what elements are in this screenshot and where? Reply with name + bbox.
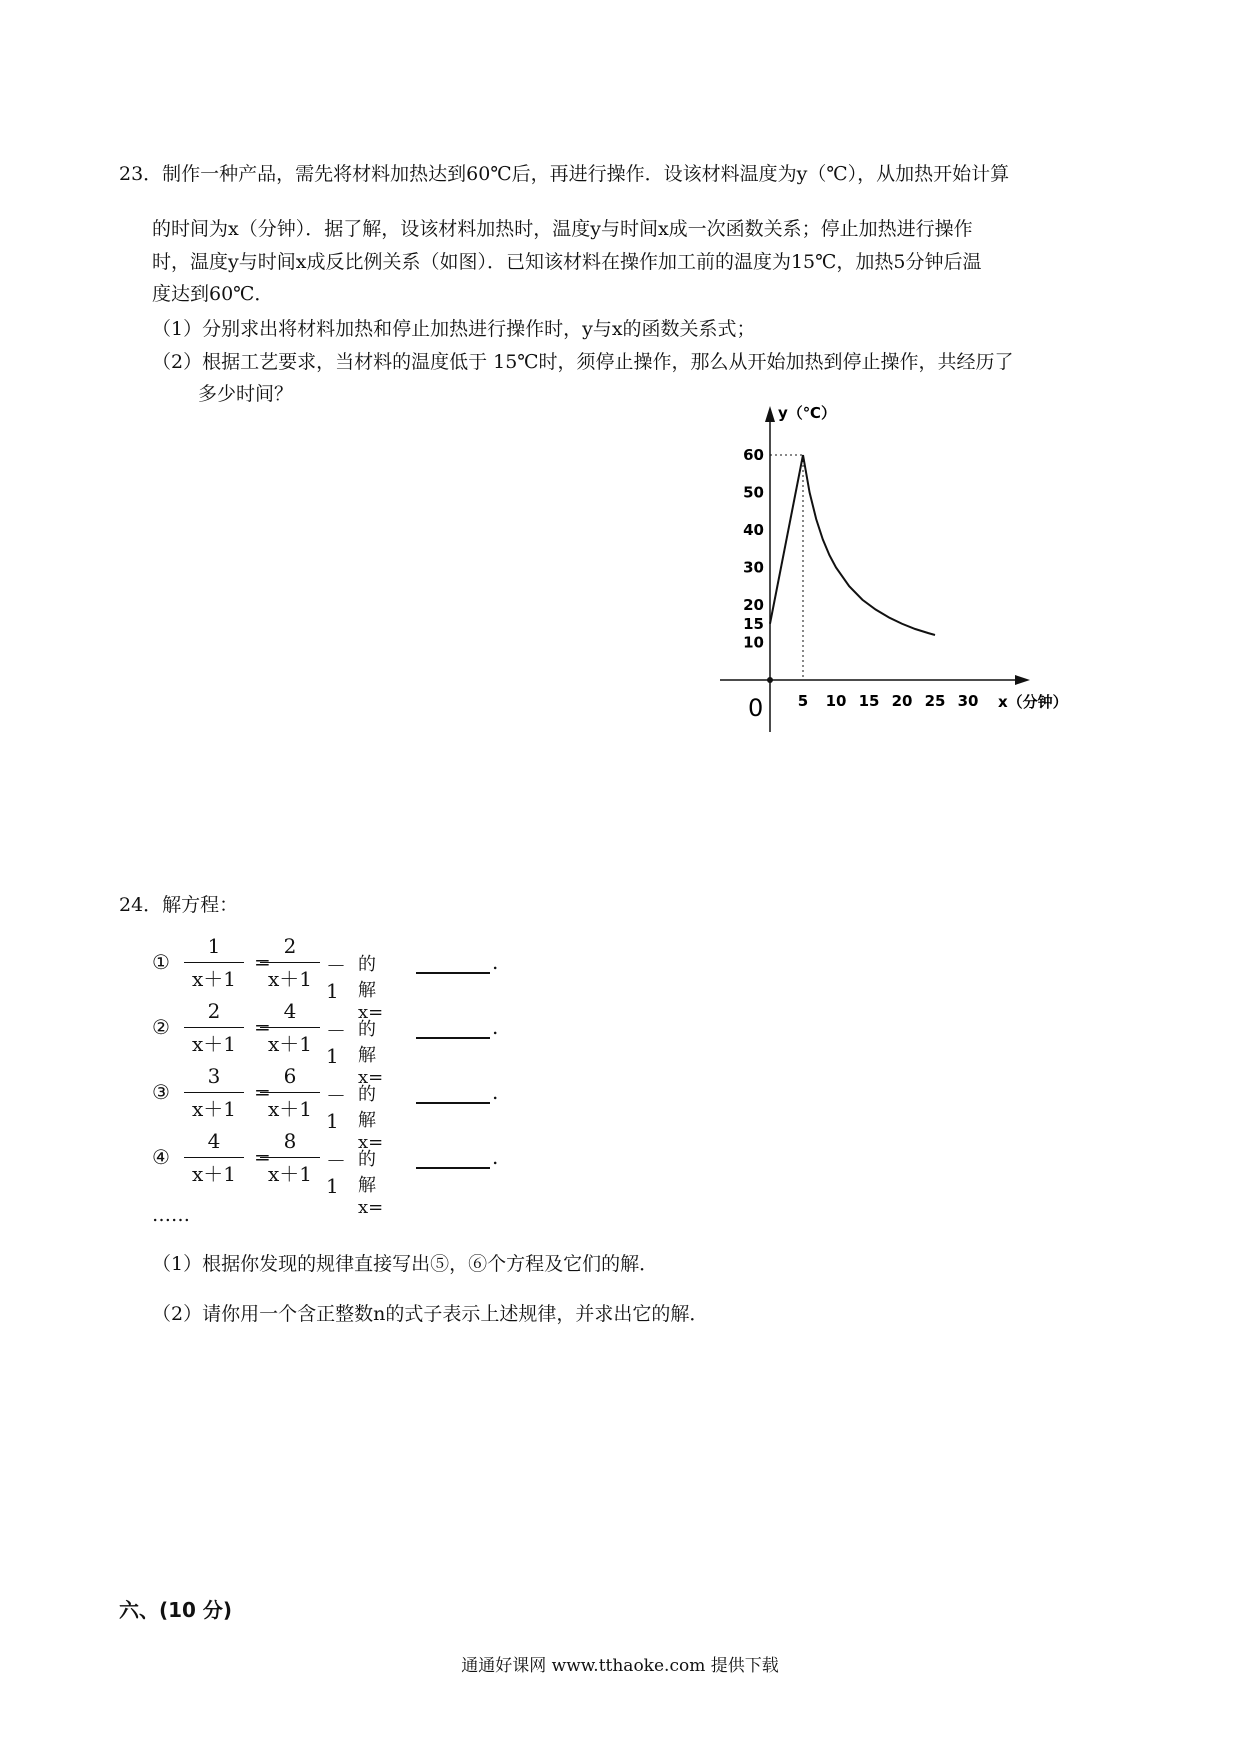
equation-end: .: [492, 950, 499, 974]
x-axis-arrow: [1015, 675, 1030, 685]
rhs-denominator: x＋1: [267, 1032, 312, 1056]
equals-sign: =: [254, 950, 271, 974]
rhs-numerator: 6: [283, 1064, 297, 1088]
lhs-denominator: x＋1: [191, 1097, 236, 1121]
equation-marker: ②: [152, 1015, 170, 1039]
x-tick-label: 30: [957, 692, 979, 710]
equation-end: .: [492, 1015, 499, 1039]
q24-part-2: （2）请你用一个含正整数n的式子表示上述规律，并求出它的解．: [152, 1303, 709, 1325]
origin-point: [767, 677, 773, 683]
equation-marker: ①: [152, 950, 170, 974]
y-tick-label: 30: [743, 558, 764, 577]
x-tick-label: 10: [825, 692, 847, 710]
solution-label: 的解x=: [358, 1149, 384, 1218]
equals-sign: =: [254, 1145, 271, 1169]
lhs-fraction: [184, 1062, 244, 1123]
lhs-numerator: 4: [207, 1129, 221, 1153]
lhs-denominator: x＋1: [191, 1162, 236, 1186]
lhs-fraction: [184, 997, 244, 1058]
minus-one: －1: [326, 1084, 346, 1133]
q24-title: 24．解方程：: [119, 894, 239, 916]
equation-marker: ③: [152, 1080, 170, 1104]
q23-line-3: 时，温度y与时间x成反比例关系（如图）．已知该材料在操作加工前的温度为15℃，加热5分钟后温: [152, 251, 982, 273]
y-tick-label: 15: [743, 614, 764, 633]
solution-label: 的解x=: [358, 1084, 384, 1153]
ellipsis: ……: [152, 1204, 190, 1226]
rhs-denominator: x＋1: [267, 1097, 312, 1121]
y-tick-label: 20: [743, 596, 764, 614]
q23-part-1: （1）分别求出将材料加热和停止加热进行操作时，y与x的函数关系式；: [152, 318, 756, 340]
answer-blank[interactable]: [416, 1017, 490, 1039]
origin-label: 0: [748, 694, 764, 722]
temperature-time-chart: [700, 400, 1090, 740]
rhs-numerator: 8: [283, 1129, 297, 1153]
q23-line-4: 度达到60℃．: [152, 283, 274, 305]
y-axis-arrow: [765, 406, 775, 422]
x-tick-label: 25: [924, 692, 946, 710]
y-tick-label: 10: [743, 633, 764, 652]
y-axis-label: y（℃）: [778, 404, 836, 422]
equation-end: .: [492, 1080, 499, 1104]
lhs-fraction: [184, 1127, 244, 1188]
x-axis-label: x（分钟）: [998, 693, 1068, 711]
lhs-numerator: 1: [207, 934, 221, 958]
x-tick-label: 5: [797, 692, 809, 710]
equation-end: .: [492, 1145, 499, 1169]
rhs-fraction: [260, 932, 320, 993]
q23-part-2-cont: 多少时间？: [198, 383, 294, 405]
lhs-numerator: 2: [207, 999, 221, 1023]
lhs-denominator: x＋1: [191, 967, 236, 991]
page-footer: 通通好课网 www.tthaoke.com 提供下载: [461, 1656, 779, 1676]
q23-part-2: （2）根据工艺要求，当材料的温度低于 15℃时，须停止操作，那么从开始加热到停止操作，共经历了: [152, 351, 1014, 373]
answer-blank[interactable]: [416, 952, 490, 974]
answer-blank[interactable]: [416, 1082, 490, 1104]
lhs-numerator: 3: [207, 1064, 221, 1088]
y-tick-label: 50: [743, 483, 764, 502]
q23-line-1: 23．制作一种产品，需先将材料加热达到60℃后，再进行操作．设该材料温度为y（℃），从加热开始计算: [119, 163, 1010, 185]
lhs-denominator: x＋1: [191, 1032, 236, 1056]
lhs-fraction: [184, 932, 244, 993]
x-tick-label: 15: [858, 692, 880, 710]
y-tick-label: 40: [743, 521, 764, 539]
section-6-heading: 六、(10 分): [119, 1598, 233, 1622]
rhs-denominator: x＋1: [267, 967, 312, 991]
solution-label: 的解x=: [358, 954, 384, 1023]
rhs-fraction: [260, 1062, 320, 1123]
equals-sign: =: [254, 1080, 271, 1104]
q23-line-2: 的时间为x（分钟）．据了解，设该材料加热时，温度y与时间x成一次函数关系；停止加热进行操作: [152, 218, 973, 240]
q24-part-1: （1）根据你发现的规律直接写出⑤，⑥个方程及它们的解．: [152, 1253, 659, 1275]
equals-sign: =: [254, 1015, 271, 1039]
rhs-numerator: 2: [283, 934, 297, 958]
series-line-heating: [770, 455, 803, 624]
rhs-fraction: [260, 997, 320, 1058]
minus-one: －1: [326, 1149, 346, 1198]
y-tick-label: 60: [743, 446, 764, 464]
rhs-fraction: [260, 1127, 320, 1188]
solution-label: 的解x=: [358, 1019, 384, 1088]
minus-one: －1: [326, 1019, 346, 1068]
rhs-numerator: 4: [283, 999, 297, 1023]
equation-marker: ④: [152, 1145, 170, 1169]
series-line-cooling: [803, 455, 935, 635]
rhs-denominator: x＋1: [267, 1162, 312, 1186]
minus-one: －1: [326, 954, 346, 1003]
answer-blank[interactable]: [416, 1147, 490, 1169]
x-tick-label: 20: [891, 692, 913, 710]
